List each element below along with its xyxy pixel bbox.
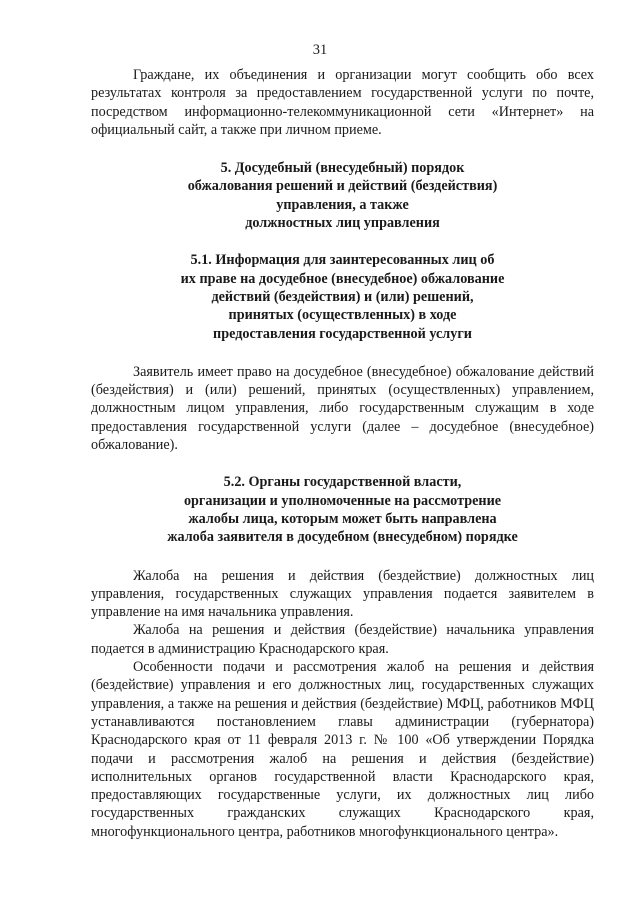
section-5-1-heading-line: принятых (осуществленных) в ходе — [228, 307, 457, 324]
section-5-1-heading-line: 5.1. Информация для заинтересованных лиц об — [190, 252, 495, 269]
section-5-2-heading-line: жалобы лица, которым может быть направлена — [188, 510, 497, 527]
section-5-2-heading-line: 5.2. Органы государственной власти, — [223, 474, 462, 491]
section-5-2-paragraph: Жалоба на решения и действия (бездействие) начальника управления подается в администрацию Краснодарского края. — [91, 622, 594, 657]
section-5-1-paragraph: Заявитель имеет право на досудебное (внесудебное) обжалование действий (бездействия) и (или) решений, принятых (осуществленных) управлением, должностным лицом управления, либо государственным служащим в ходе предоставления государственной услуги (далее – досудебное (внесудебное) обжалование). — [91, 363, 594, 454]
section-5-2-heading — [91, 473, 594, 546]
page-content — [91, 66, 594, 841]
section-5-heading-line: должностных лиц управления — [245, 215, 440, 232]
section-5-1-heading-line: действий (бездействия) и (или) решений, — [211, 288, 474, 305]
intro-paragraph: Граждане, их объединения и организации могут сообщить обо всех результатах контроля за предоставлением государственной услуги по почте, посредством информационно-телекоммуникационной сети «Интернет» на официальный сайт, а также при личном приеме. — [91, 67, 594, 138]
section-5-heading-line: управления, а также — [276, 196, 409, 213]
section-5-2-paragraph: Особенности подачи и рассмотрения жалоб на решения и действия (бездействие) управления и его должностных лиц, государственных служащих управления, а также на решения и действия (бездействие) МФЦ, работников МФЦ устанавливаются постановлением главы администрации (губернатора) Краснодарского края от 11 февраля 2013 г. № 100 «Об утверждении Порядка подачи и рассмотрения жалоб на решения и действия (бездействие) исполнительных органов государственной власти Краснодарского края, предоставляющих государственные услуги, их должностных лиц либо государственных гражданских служащих Краснодарского края, многофункционального центра, работников многофункционального центра». — [91, 659, 594, 840]
section-5-2-paragraph: Жалоба на решения и действия (бездействие) должностных лиц управления, государственных служащих управления подается заявителем в управление на имя начальника управления. — [91, 567, 594, 621]
section-5-1-heading-line: их праве на досудебное (внесудебное) обжалование — [180, 270, 505, 287]
section-5-heading-line: 5. Досудебный (внесудебный) порядок — [220, 160, 465, 177]
section-5-2-heading-line: организации и уполномоченные на рассмотрение — [183, 492, 502, 509]
section-5-1-heading-line: предоставления государственной услуги — [213, 325, 472, 342]
section-5-1-heading — [91, 251, 594, 342]
section-5-heading-line: обжалования решений и действий (бездействия) — [187, 178, 498, 195]
section-5-heading — [91, 159, 594, 232]
section-5-2-heading-line: жалоба заявителя в досудебном (внесудебном) порядке — [167, 529, 518, 546]
page-number: 31 — [312, 42, 328, 58]
